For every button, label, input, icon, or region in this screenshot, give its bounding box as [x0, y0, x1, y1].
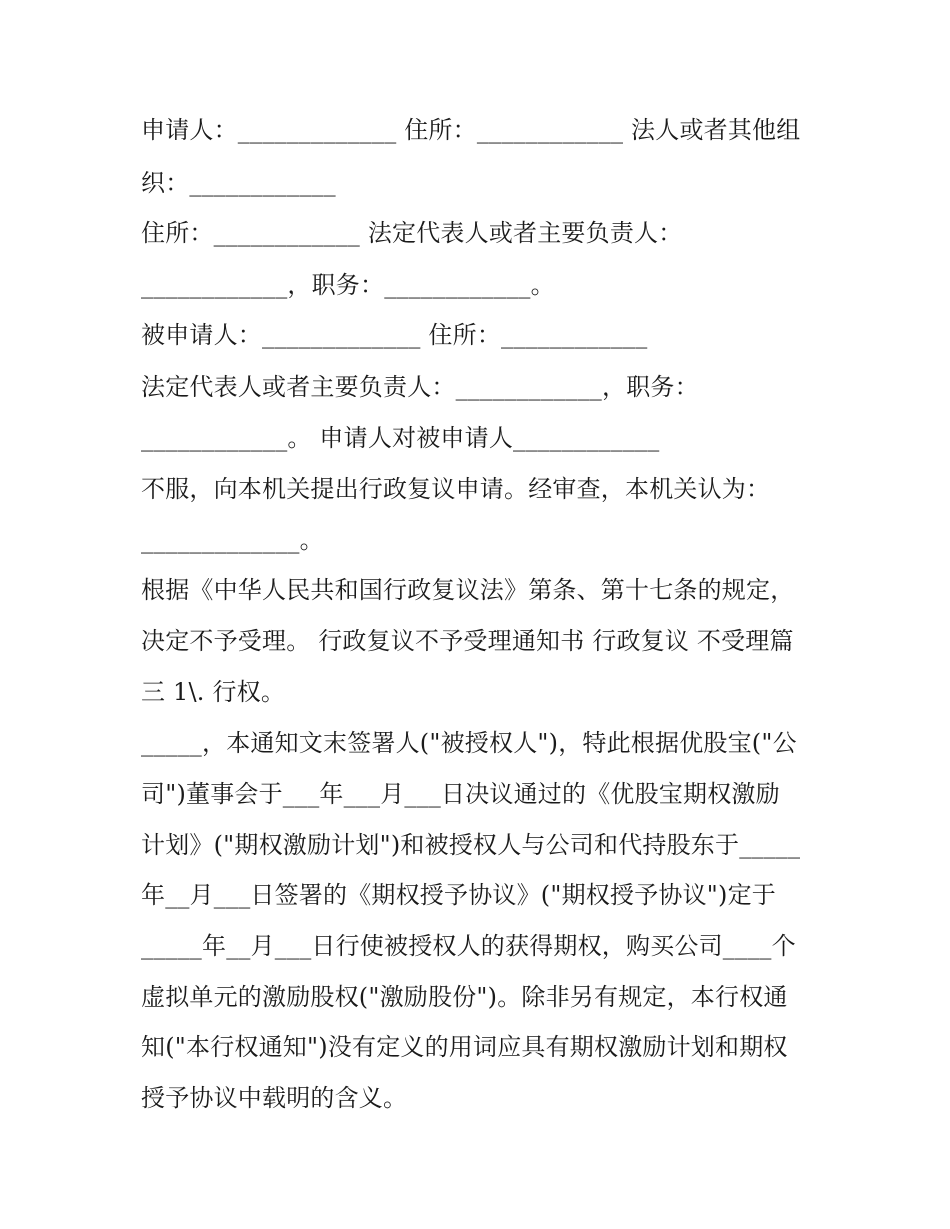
line-legal-basis: 根据《中华人民共和国行政复议法》第条、第十七条的规定，	[141, 576, 795, 604]
line-application: ____________。 申请人对被申请人____________	[141, 424, 660, 452]
paragraph-line-6: 虚拟单元的激励股权("激励股份")。除非另有规定，本行权通	[141, 983, 788, 1011]
line-review: 不服，向本机关提出行政复议申请。经审查，本机关认为：	[141, 475, 771, 503]
paragraph-line-8: 授予协议中载明的含义。	[141, 1084, 408, 1112]
line-respondent: 被申请人：_____________ 住所：____________	[141, 321, 648, 349]
line-organization: 织：____________	[141, 169, 336, 197]
line-section-heading: 三 1\. 行权。	[141, 678, 286, 706]
paragraph-line-3: 计划》("期权激励计划")和被授权人与公司和代持股东于_____	[141, 831, 801, 859]
paragraph-line-7: 知("本行权通知")没有定义的用词应具有期权激励计划和期权	[141, 1033, 788, 1061]
line-decision: 决定不予受理。 行政复议不予受理通知书 行政复议 不受理篇	[141, 627, 794, 655]
line-respondent-representative: 法定代表人或者主要负责人：____________，职务：	[141, 373, 699, 401]
paragraph-line-5: _____年__月___日行使被授权人的获得期权，购买公司____个	[141, 932, 796, 960]
paragraph-line-1: _____，本通知文末签署人("被授权人")，特此根据优股宝("公	[141, 729, 797, 757]
line-applicant: 申请人：_____________ 住所：____________ 法人或者其他组	[141, 116, 801, 144]
line-residence-representative: 住所：____________ 法定代表人或者主要负责人：	[141, 219, 683, 247]
paragraph-line-4: 年__月___日签署的《期权授予协议》("期权授予协议")定于	[141, 881, 777, 909]
paragraph-line-2: 司")董事会于___年___月___日决议通过的《优股宝期权激励	[141, 780, 780, 808]
line-review-blank: _____________。	[141, 526, 324, 554]
line-position: ____________，职务：____________。	[141, 271, 555, 299]
